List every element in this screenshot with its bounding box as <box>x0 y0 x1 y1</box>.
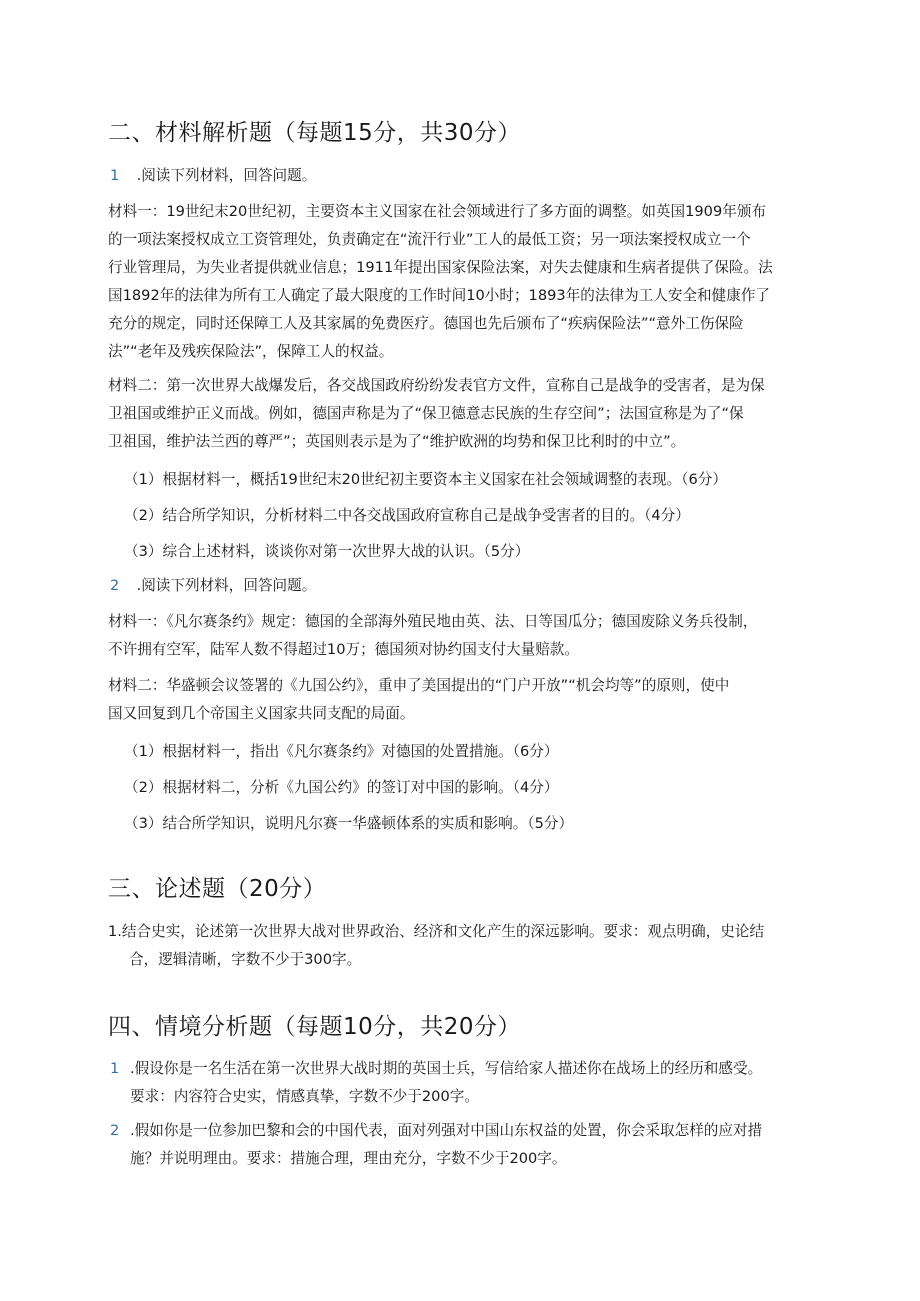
question-number: 2 <box>110 577 120 594</box>
paragraph-line: 法”“老年及残疾保险法”，保障工人的权益。 <box>108 343 394 360</box>
section-3-title: 三、论述题（20分） <box>108 876 327 902</box>
paragraph-line: 合，逻辑清晰，字数不少于300字。 <box>129 951 362 968</box>
question-2-2-heading <box>110 572 316 600</box>
paragraph-line: 国又回复到几个帝国主义国家共同支配的局面。 <box>108 705 415 722</box>
essay-question <box>108 918 764 974</box>
paragraph-line: 的一项法案授权成立工资管理处，负责确定在“流汗行业”工人的最低工资；另一项法案授权成立一个 <box>108 231 751 248</box>
question-2-1-heading <box>110 162 316 190</box>
paragraph-line: 卫祖国或维护正义而战。例如，德国声称是为了“保卫德意志民族的生存空间”；法国宣称是为了“保 <box>108 405 744 422</box>
sub-question: （3）综合上述材料，谈谈你对第一次世界大战的认识。（5分） <box>124 543 530 560</box>
sub-question: （2）结合所学知识，分析材料二中各交战国政府宣称自己是战争受害者的目的。（4分） <box>124 507 690 524</box>
sub-question: （3）结合所学知识，说明凡尔赛一华盛顿体系的实质和影响。（5分） <box>124 815 574 832</box>
sub-question: （1）根据材料一，概括19世纪末20世纪初主要资本主义国家在社会领域调整的表现。（6分） <box>124 471 727 488</box>
scenario-question-1 <box>110 1055 762 1111</box>
material-2-paragraph <box>108 672 729 728</box>
paragraph-line: 不许拥有空军，陆军人数不得超过10万；德国须对协约国支付大量赔款。 <box>108 641 579 658</box>
paragraph-line: 要求：内容符合史实，情感真挚，字数不少于200字。 <box>130 1088 479 1105</box>
section-2-title: 二、材料解析题（每题15分，共30分） <box>108 120 522 146</box>
paragraph-line: 1.结合史实，论述第一次世界大战对世界政治、经济和文化产生的深远影响。要求：观点明确，史论结 <box>108 923 765 940</box>
question-text: .阅读下列材料，回答问题。 <box>136 167 317 184</box>
sub-question: （2）根据材料二，分析《九国公约》的签订对中国的影响。（4分） <box>124 779 559 796</box>
paragraph-line: 卫祖国，维护法兰西的尊严”；英国则表示是为了“维护欧洲的均势和保卫比利时的中立”。 <box>108 433 686 450</box>
sub-question: （1）根据材料一，指出《凡尔赛条约》对德国的处置措施。（6分） <box>124 743 559 760</box>
paragraph-line: 国1892年的法律为所有工人确定了最大限度的工作时间10小时；1893年的法律为工人安全和健康作了 <box>108 287 771 304</box>
paragraph-line: 充分的规定，同时还保障工人及其家属的免费医疗。德国也先后颁布了“疾病保险法”“意外工伤保险 <box>108 315 744 332</box>
material-1-paragraph <box>108 198 773 366</box>
paragraph-line: 材料一：《凡尔赛条约》规定：德国的全部海外殖民地由英、法、日等国瓜分；德国废除义务兵役制， <box>108 613 758 630</box>
paragraph-line: 材料二：第一次世界大战爆发后，各交战国政府纷纷发表官方文件，宣称自己是战争的受害者，是为保 <box>108 377 765 394</box>
question-number: 2 <box>110 1122 120 1139</box>
material-1-paragraph <box>108 608 757 664</box>
paragraph-line: 行业管理局，为失业者提供就业信息；1911年提出国家保险法案，对失去健康和生病者提供了保险。法 <box>108 259 773 276</box>
question-number: 1 <box>110 167 120 184</box>
paragraph-line: 材料一：19世纪末20世纪初，主要资本主义国家在社会领域进行了多方面的调整。如英国1909年颁布 <box>108 203 767 220</box>
material-2-paragraph <box>108 372 765 456</box>
paragraph-line: .假如你是一位参加巴黎和会的中国代表，面对列强对中国山东权益的处置，你会采取怎样的应对措 <box>130 1122 763 1139</box>
scenario-question-2 <box>110 1117 762 1173</box>
paragraph-line: .假设你是一名生活在第一次世界大战时期的英国士兵，写信给家人描述你在战场上的经历和感受。 <box>130 1060 763 1077</box>
question-text: .阅读下列材料，回答问题。 <box>136 577 317 594</box>
question-number: 1 <box>110 1060 120 1077</box>
section-4-title: 四、情境分析题（每题10分，共20分） <box>108 1014 522 1040</box>
paragraph-line: 施？并说明理由。要求：措施合理，理由充分，字数不少于200字。 <box>130 1150 567 1167</box>
paragraph-line: 材料二：华盛顿会议签署的《九国公约》，重申了美国提出的“门户开放”“机会均等”的原则，使中 <box>108 677 730 694</box>
